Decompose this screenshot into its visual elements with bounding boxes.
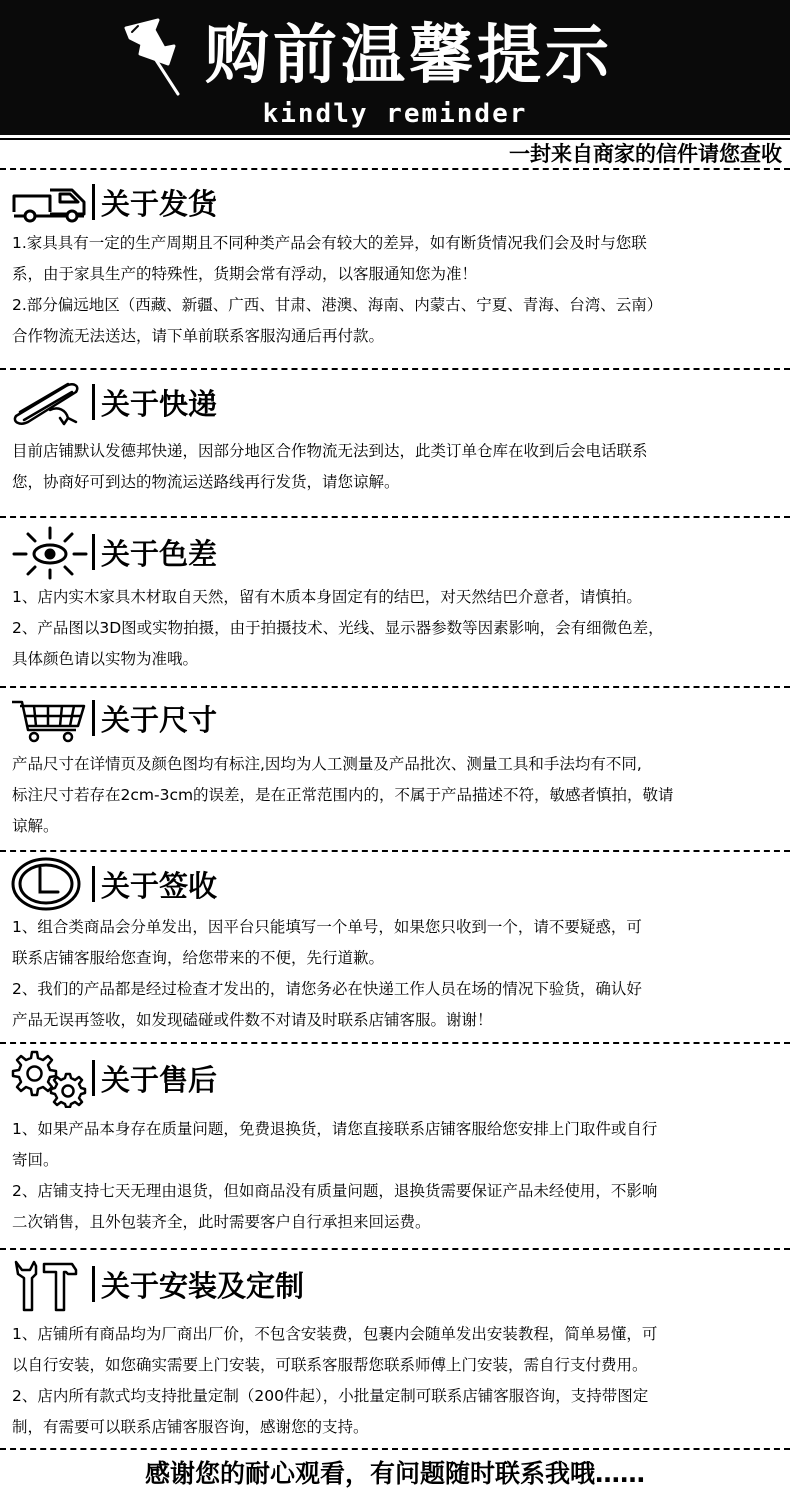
page-title: 购前温馨提示 <box>205 19 613 93</box>
section-body <box>12 912 784 1036</box>
section-divider <box>0 168 790 170</box>
paragraph-line: 1.家具具有一定的生产周期且不同种类产品会有较大的差异，如有断货情况我们会及时与您联 <box>12 234 647 252</box>
paragraph-line: 具体颜色请以实物为准哦。 <box>12 650 199 668</box>
paragraph-line: 制，有需要可以联系店铺客服咨询，感谢您的支持。 <box>12 1418 369 1436</box>
paragraph-line: 1、如果产品本身存在质量问题，免费退换货，请您直接联系店铺客服给您安排上门取件或自行 <box>12 1120 658 1138</box>
section-title: 关于色差 <box>101 537 218 571</box>
section-title: 关于安装及定制 <box>101 1269 305 1303</box>
paragraph-line: 标注尺寸若存在2cm-3cm的误差，是在正常范围内的，不属于产品描述不符，敏感者慎拍，敬请 <box>12 786 674 804</box>
paragraph-line: 二次销售，且外包装齐全，此时需要客户自行承担来回运费。 <box>12 1213 431 1231</box>
section-title: 关于尺寸 <box>101 703 218 737</box>
push-pin-icon <box>118 14 188 98</box>
paragraph-line: 联系店铺客服给您查询，给您带来的不便，先行道歉。 <box>12 949 385 967</box>
sun-eye-icon <box>10 524 90 580</box>
header-banner <box>0 0 790 135</box>
section-title: 关于签收 <box>101 869 218 903</box>
section-body <box>12 228 784 352</box>
paragraph-line: 1、店内实木家具木材取自天然，留有木质本身固定有的结巴，对天然结巴介意者，请慎拍。 <box>12 588 642 606</box>
section-body <box>12 582 784 675</box>
section-title: 关于发货 <box>101 187 218 221</box>
paragraph-line: 以自行安装，如您确实需要上门安装，可联系客服帮您联系师傅上门安装，需自行支付费用。 <box>12 1356 648 1374</box>
section-divider <box>0 686 790 688</box>
section-bar <box>92 866 95 902</box>
paragraph-line: 2、店铺支持七天无理由退货，但如商品没有质量问题，退换货需要保证产品未经使用，不影响 <box>12 1182 658 1200</box>
section-body <box>12 436 784 498</box>
paragraph-line: 产品尺寸在详情页及颜色图均有标注,因均为人工测量及产品批次、测量工具和手法均有不同, <box>12 755 642 773</box>
paragraph-line: 1、店铺所有商品均为厂商出厂价，不包含安装费，包裹内会随单发出安装教程，简单易懂，可 <box>12 1325 658 1343</box>
paragraph-line: 您，协商好可到达的物流运送路线再行发货，请您谅解。 <box>12 473 400 491</box>
section-divider <box>0 1448 790 1450</box>
footer-thanks: 感谢您的耐心观看，有问题随时联系我哦…… <box>144 1459 645 1488</box>
section-bar <box>92 1266 95 1302</box>
paragraph-line: 寄回。 <box>12 1151 59 1169</box>
paragraph-line: 系，由于家具生产的特殊性，货期会常有浮动，以客服通知您为准！ <box>12 265 478 283</box>
section-body <box>12 1319 784 1443</box>
paragraph-line: 谅解。 <box>12 817 59 835</box>
section-bar <box>92 700 95 736</box>
section-title: 关于快递 <box>101 387 218 421</box>
paragraph-line: 2、产品图以3D图或实物拍摄，由于拍摄技术、光线、显示器参数等因素影响，会有细微色差， <box>12 619 664 637</box>
section-body <box>12 749 784 842</box>
section-title: 关于售后 <box>101 1063 218 1097</box>
section-divider <box>0 1042 790 1044</box>
paragraph-line: 2.部分偏远地区（西藏、新疆、广西、甘肃、港澳、海南、内蒙古、宁夏、青海、台湾、云南） <box>12 296 663 314</box>
paragraph-line: 合作物流无法送达，请下单前联系客服沟通后再付款。 <box>12 327 385 345</box>
scroll-icon <box>10 376 90 428</box>
clock-icon <box>10 856 86 912</box>
paragraph-line: 目前店铺默认发德邦快递，因部分地区合作物流无法到达，此类订单仓库在收到后会电话联系 <box>12 442 648 460</box>
wrench-hammer-icon <box>10 1256 90 1316</box>
paragraph-line: 2、店内所有款式均支持批量定制（200件起），小批量定制可联系店铺客服咨询，支持带图定 <box>12 1387 649 1405</box>
page-subtitle: kindly reminder <box>262 99 528 129</box>
section-bar <box>92 184 95 220</box>
letter-note: 一封来自商家的信件请您查收 <box>509 142 782 166</box>
section-bar <box>92 1060 95 1096</box>
section-divider <box>0 368 790 370</box>
section-bar <box>92 534 95 570</box>
section-divider <box>0 1248 790 1250</box>
section-body <box>12 1114 784 1238</box>
section-divider <box>0 850 790 852</box>
shopping-cart-icon <box>10 696 90 744</box>
gears-icon <box>10 1048 90 1108</box>
paragraph-line: 2、我们的产品都是经过检查才发出的，请您务必在快递工作人员在场的情况下验货，确认好 <box>12 980 642 998</box>
paragraph-line: 产品无误再签收，如发现磕碰或件数不对请及时联系店铺客服。谢谢！ <box>12 1011 493 1029</box>
section-divider <box>0 516 790 518</box>
section-bar <box>92 384 95 420</box>
paragraph-line: 1、组合类商品会分单发出，因平台只能填写一个单号，如果您只收到一个，请不要疑惑，可 <box>12 918 642 936</box>
delivery-truck-icon <box>10 182 88 226</box>
